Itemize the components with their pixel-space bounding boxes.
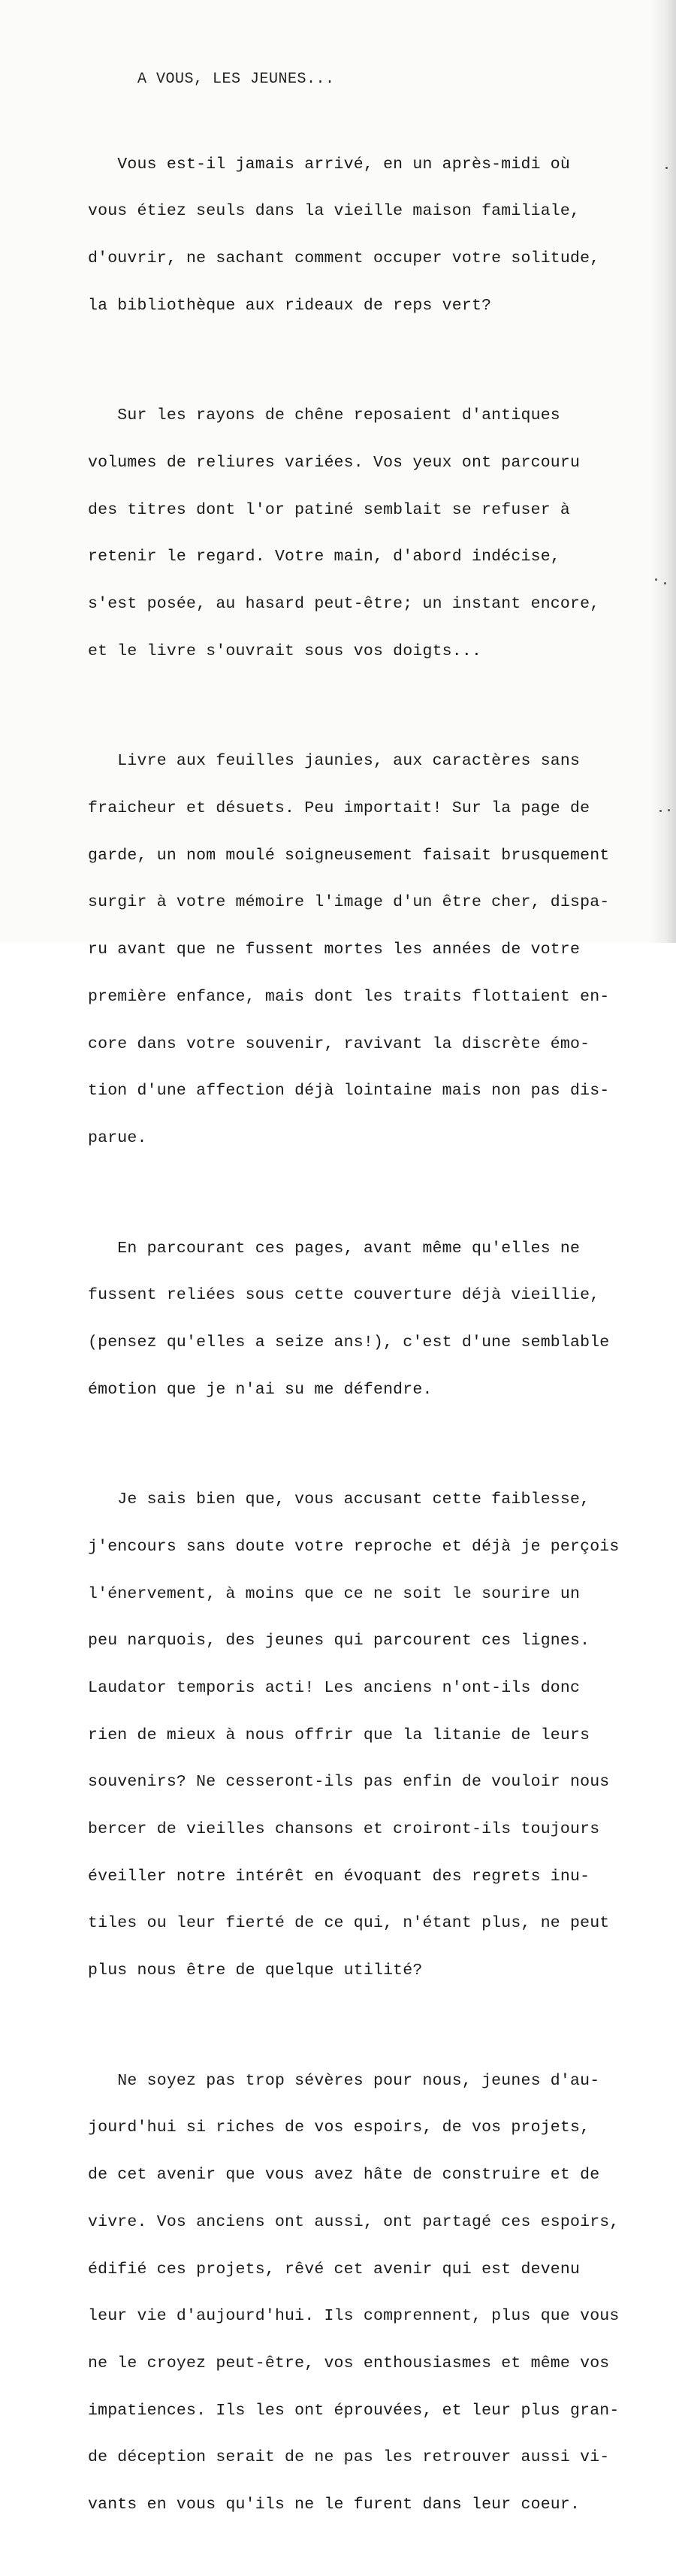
text-line: core dans votre souvenir, ravivant la discrète émo- [88,1034,590,1053]
text-line: émotion que je n'ai su me défendre. [88,1380,433,1399]
text-line: rien de mieux à nous offrir que la litanie de leurs [88,1726,590,1744]
paragraph-5 [88,1460,629,2010]
text-line: ru avant que ne fussent mortes les années de votre [88,941,581,959]
paragraph-6 [88,2042,629,2544]
paragraph-3 [88,723,629,1178]
text-line: En parcourant ces pages, avant même qu'elles ne [88,1239,581,1258]
text-line: ne le croyez peut-être, vos enthousiasmes et même vos [88,2354,610,2372]
paragraph-4 [88,1209,629,1430]
ink-speck [664,582,666,584]
text-line: et le livre s'ouvrait sous vos doigts... [88,642,482,660]
text-line: plus nous être de quelque utilité? [88,1961,423,1980]
text-line: l'énervement, à moins que ce ne soit le sourire un [88,1584,581,1603]
text-line: fraicheur et désuets. Peu importait! Sur la page de [88,799,590,818]
document-title: A VOUS, LES JEUNES... [137,71,335,88]
text-line: jourd'hui si riches de vos espoirs, de vos projets, [88,2118,590,2137]
text-line: garde, un nom moulé soigneusement faisait brusquement [88,846,610,865]
text-line: surgir à votre mémoire l'image d'un être cher, dispa- [88,893,610,912]
text-line: s'est posée, au hasard peut-être; un instant encore, [88,595,600,614]
text-line: retenir le regard. Votre main, d'abord indécise, [88,548,560,566]
text-line: bercer de vieilles chansons et croiront-ils toujours [88,1820,600,1839]
document-body [88,72,629,2576]
text-line: Livre aux feuilles jaunies, aux caractères sans [88,752,581,771]
ink-speck [665,167,668,169]
text-line: j'encours sans doute votre reproche et déjà je perçois [88,1537,620,1556]
text-line: volumes de reliures variées. Vos yeux ont parcouru [88,454,581,473]
text-line: des titres dont l'or patiné semblait se refuser à [88,500,571,519]
text-line: souvenirs? Ne cesseront-ils pas enfin de vouloir nous [88,1773,610,1792]
text-line: fussent reliées sous cette couverture déjà vieillie, [88,1286,600,1305]
text-line: de cet avenir que vous avez hâte de construire et de [88,2166,600,2185]
text-line: la bibliothèque aux rideaux de reps vert? [88,296,492,315]
text-line: Sur les rayons de chêne reposaient d'antiques [88,406,560,425]
text-line: tion d'une affection déjà lointaine mais non pas dis- [88,1082,610,1101]
page-edge-shadow [650,0,676,943]
text-line: (pensez qu'elles a seize ans!), c'est d'une semblable [88,1333,610,1351]
ink-speck [655,578,657,581]
text-line: Ne soyez pas trop sévères pour nous, jeunes d'au- [88,2071,600,2090]
text-line: Laudator temporis acti! Les anciens n'ont-ils donc [88,1678,581,1697]
text-line: édifié ces projets, rêvé cet avenir qui est devenu [88,2260,581,2279]
ink-speck [659,810,662,812]
text-line: peu narquois, des jeunes qui parcourent ces lignes. [88,1632,590,1650]
ink-speck [668,809,670,811]
text-line: leur vie d'aujourd'hui. Ils comprennent, plus que vous [88,2307,620,2326]
text-line: vous étiez seuls dans la vieille maison familiale, [88,202,581,221]
paragraph-2 [88,377,629,691]
text-line: impatiences. Ils les ont éprouvées, et leur plus gran- [88,2401,620,2420]
text-line: Je sais bien que, vous accusant cette faiblesse, [88,1490,590,1509]
text-line: tiles ou leur fierté de ce qui, n'étant plus, ne peut [88,1914,610,1933]
text-line: Vous est-il jamais arrivé, en un après-midi où [88,155,571,174]
text-line: de déception serait de ne pas les retrouver aussi vi- [88,2448,610,2467]
text-line: éveiller notre intérêt en évoquant des regrets inu- [88,1867,590,1886]
text-line: vants en vous qu'ils ne le furent dans leur coeur. [88,2496,581,2514]
text-line: vivre. Vos anciens ont aussi, ont partagé ces espoirs, [88,2212,620,2231]
text-line: première enfance, mais dont les traits flottaient en- [88,987,610,1006]
text-line: d'ouvrir, ne sachant comment occuper votre solitude, [88,249,600,268]
text-line: parue. [88,1129,147,1147]
paragraph-1 [88,125,629,346]
